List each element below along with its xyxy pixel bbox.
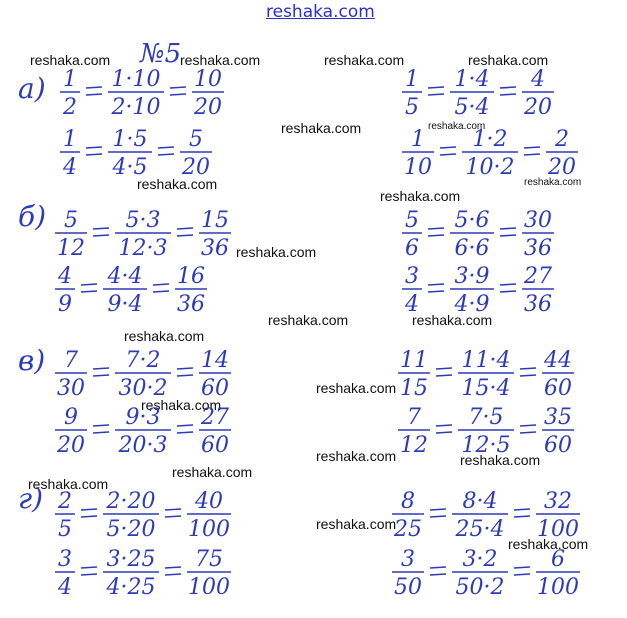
denominator: 100 <box>537 575 579 600</box>
equation <box>402 127 578 180</box>
numerator: 3·9 <box>454 264 490 289</box>
watermark: reshaka.com <box>124 328 205 344</box>
fraction-original <box>392 489 424 542</box>
denominator: 60 <box>544 376 572 401</box>
denominator: 2·10 <box>111 95 161 120</box>
equals-sign <box>81 509 97 517</box>
numerator: 5 <box>405 208 419 233</box>
fraction-result <box>192 67 224 120</box>
numerator: 1·2 <box>472 127 508 152</box>
numerator: 35 <box>544 405 572 430</box>
denominator: 20 <box>548 155 576 180</box>
fraction-expanded <box>450 67 494 120</box>
equals-sign <box>514 567 530 575</box>
equation <box>60 127 212 180</box>
equation <box>392 489 580 542</box>
numerator: 1 <box>63 67 77 92</box>
fraction-original <box>398 405 430 458</box>
denominator: 2 <box>63 95 77 120</box>
equals-sign <box>524 147 540 155</box>
equals-sign <box>440 147 456 155</box>
fraction-expanded <box>103 489 159 542</box>
watermark: reshaka.com <box>324 52 405 68</box>
equals-sign <box>428 284 444 292</box>
numerator: 10 <box>194 67 222 92</box>
watermark: reshaka.com <box>468 52 549 68</box>
denominator: 100 <box>188 517 230 542</box>
fraction-result <box>542 405 574 458</box>
numerator: 2·20 <box>106 489 156 514</box>
numerator: 3 <box>405 264 419 289</box>
denominator: 5 <box>58 517 72 542</box>
fraction-original <box>55 264 75 317</box>
watermark: reshaka.com <box>137 176 218 192</box>
fraction-expanded <box>458 348 514 401</box>
fraction-result <box>522 67 554 120</box>
denominator: 36 <box>524 236 552 261</box>
equation <box>55 547 231 600</box>
equation <box>392 547 580 600</box>
watermark: reshaka.com <box>141 397 222 413</box>
fraction-original <box>55 489 75 542</box>
numerator: 8·4 <box>462 489 498 514</box>
fraction-original <box>55 547 75 600</box>
denominator: 4·5 <box>112 155 148 180</box>
numerator: 3·25 <box>106 547 156 572</box>
denominator: 5·20 <box>106 517 156 542</box>
equals-sign <box>86 87 102 95</box>
equals-sign <box>428 228 444 236</box>
equals-sign <box>158 147 174 155</box>
fraction-expanded <box>452 547 508 600</box>
equation <box>402 67 554 120</box>
site-link[interactable]: reshaka.com <box>266 2 375 22</box>
fraction-result <box>522 264 554 317</box>
fraction-expanded <box>450 208 494 261</box>
fraction-result <box>175 264 207 317</box>
numerator: 5·6 <box>454 208 490 233</box>
watermark: reshaka.com <box>268 312 349 328</box>
watermark: reshaka.com <box>508 536 589 552</box>
fraction-result <box>536 547 580 600</box>
numerator: 5·3 <box>125 208 161 233</box>
fraction-original <box>402 208 422 261</box>
denominator: 50·2 <box>455 575 505 600</box>
denominator: 60 <box>201 376 229 401</box>
denominator: 20 <box>182 155 210 180</box>
equals-sign <box>520 425 536 433</box>
fraction-expanded <box>450 264 494 317</box>
watermark: reshaka.com <box>428 121 486 132</box>
numerator: 27 <box>524 264 552 289</box>
fraction-result <box>522 208 554 261</box>
numerator: 9 <box>64 405 78 430</box>
equation <box>402 264 554 317</box>
numerator: 44 <box>544 348 572 373</box>
denominator: 36 <box>524 292 552 317</box>
fraction-expanded <box>108 127 152 180</box>
fraction-result <box>536 489 580 542</box>
equals-sign <box>500 284 516 292</box>
denominator: 60 <box>544 433 572 458</box>
denominator: 20·3 <box>118 433 168 458</box>
denominator: 9 <box>58 292 72 317</box>
equation <box>60 67 224 120</box>
fraction-result <box>546 127 578 180</box>
numerator: 9·3 <box>125 405 161 430</box>
denominator: 4 <box>58 575 72 600</box>
denominator: 12 <box>57 236 85 261</box>
denominator: 30·2 <box>118 376 168 401</box>
numerator: 1 <box>405 67 419 92</box>
fraction-original <box>398 348 430 401</box>
denominator: 50 <box>394 575 422 600</box>
denominator: 20 <box>194 95 222 120</box>
numerator: 1 <box>63 127 77 152</box>
watermark: reshaka.com <box>412 312 493 328</box>
denominator: 4·25 <box>106 575 156 600</box>
equals-sign <box>436 368 452 376</box>
numerator: 16 <box>177 264 205 289</box>
fraction-result <box>187 489 231 542</box>
fraction-result <box>199 348 231 401</box>
denominator: 6·6 <box>454 236 490 261</box>
equals-sign <box>81 567 97 575</box>
denominator: 4 <box>63 155 77 180</box>
numerator: 7·5 <box>468 405 504 430</box>
numerator: 2 <box>555 127 569 152</box>
denominator: 30 <box>57 376 85 401</box>
numerator: 5 <box>64 208 78 233</box>
section-label: в) <box>18 344 46 377</box>
numerator: 75 <box>195 547 223 572</box>
fraction-expanded <box>108 67 164 120</box>
denominator: 100 <box>188 575 230 600</box>
watermark: reshaka.com <box>180 52 261 68</box>
fraction-result <box>199 405 231 458</box>
equation <box>55 348 231 401</box>
fraction-expanded <box>458 405 514 458</box>
denominator: 9·4 <box>107 292 143 317</box>
denominator: 20 <box>524 95 552 120</box>
numerator: 11·4 <box>461 348 511 373</box>
fraction-original <box>402 67 422 120</box>
fraction-expanded <box>115 208 171 261</box>
fraction-result <box>199 208 231 261</box>
equals-sign <box>170 87 186 95</box>
numerator: 2 <box>58 489 72 514</box>
equals-sign <box>500 228 516 236</box>
equation <box>398 405 574 458</box>
denominator: 36 <box>177 292 205 317</box>
fraction-expanded <box>103 264 147 317</box>
denominator: 100 <box>537 517 579 542</box>
watermark: reshaka.com <box>524 177 582 188</box>
fraction-original <box>55 208 87 261</box>
numerator: 7 <box>407 405 421 430</box>
watermark: reshaka.com <box>28 476 109 492</box>
fraction-expanded <box>115 348 171 401</box>
equals-sign <box>430 509 446 517</box>
numerator: 4·4 <box>107 264 143 289</box>
fraction-result <box>187 547 231 600</box>
equals-sign <box>165 567 181 575</box>
denominator: 25·4 <box>455 517 505 542</box>
equals-sign <box>514 509 530 517</box>
numerator: 32 <box>544 489 572 514</box>
numerator: 15 <box>201 208 229 233</box>
denominator: 25 <box>394 517 422 542</box>
denominator: 12 <box>400 433 428 458</box>
equals-sign <box>430 567 446 575</box>
numerator: 8 <box>401 489 415 514</box>
denominator: 10 <box>404 155 432 180</box>
fraction-original <box>402 127 434 180</box>
fraction-result <box>542 348 574 401</box>
numerator: 7·2 <box>125 348 161 373</box>
fraction-original <box>55 405 87 458</box>
numerator: 30 <box>524 208 552 233</box>
denominator: 10·2 <box>465 155 515 180</box>
equals-sign <box>436 425 452 433</box>
fraction-original <box>60 67 80 120</box>
equation <box>55 264 207 317</box>
denominator: 4·9 <box>454 292 490 317</box>
equals-sign <box>86 147 102 155</box>
numerator: 1·10 <box>111 67 161 92</box>
numerator: 3 <box>401 547 415 572</box>
denominator: 5·4 <box>454 95 490 120</box>
fraction-original <box>392 547 424 600</box>
numerator: 1·5 <box>112 127 148 152</box>
numerator: 4 <box>531 67 545 92</box>
equals-sign <box>153 284 169 292</box>
equation <box>55 489 231 542</box>
denominator: 12·5 <box>461 433 511 458</box>
equals-sign <box>93 425 109 433</box>
denominator: 4 <box>405 292 419 317</box>
denominator: 15 <box>400 376 428 401</box>
watermark: reshaka.com <box>236 244 317 260</box>
fraction-expanded <box>462 127 518 180</box>
denominator: 20 <box>57 433 85 458</box>
denominator: 5 <box>405 95 419 120</box>
equals-sign <box>81 284 97 292</box>
numerator: 5 <box>189 127 203 152</box>
equals-sign <box>93 228 109 236</box>
fraction-expanded <box>115 405 171 458</box>
watermark: reshaka.com <box>316 448 397 464</box>
numerator: 4 <box>58 264 72 289</box>
fraction-original <box>402 264 422 317</box>
watermark: reshaka.com <box>380 188 461 204</box>
section-label: г) <box>18 482 44 515</box>
watermark: reshaka.com <box>30 52 111 68</box>
equation <box>55 405 231 458</box>
numerator: 3 <box>58 547 72 572</box>
fraction-expanded <box>103 547 159 600</box>
numerator: 11 <box>400 348 428 373</box>
numerator: 40 <box>195 489 223 514</box>
denominator: 60 <box>201 433 229 458</box>
fraction-original <box>55 348 87 401</box>
equals-sign <box>93 368 109 376</box>
watermark: reshaka.com <box>460 452 541 468</box>
watermark: reshaka.com <box>316 380 397 396</box>
equation <box>398 348 574 401</box>
denominator: 12·3 <box>118 236 168 261</box>
fraction-result <box>180 127 212 180</box>
denominator: 36 <box>201 236 229 261</box>
numerator: 7 <box>64 348 78 373</box>
equals-sign <box>177 368 193 376</box>
section-label: а) <box>18 72 46 105</box>
equals-sign <box>177 228 193 236</box>
equation <box>402 208 554 261</box>
numerator: 1·4 <box>454 67 490 92</box>
equals-sign <box>500 87 516 95</box>
equation <box>55 208 231 261</box>
watermark: reshaka.com <box>172 464 253 480</box>
section-label: б) <box>18 200 47 233</box>
watermark: reshaka.com <box>316 516 397 532</box>
fraction-original <box>60 127 80 180</box>
equals-sign <box>165 509 181 517</box>
equals-sign <box>428 87 444 95</box>
numerator: 14 <box>201 348 229 373</box>
denominator: 6 <box>405 236 419 261</box>
numerator: 1 <box>411 127 425 152</box>
fraction-expanded <box>452 489 508 542</box>
watermark: reshaka.com <box>281 120 362 136</box>
denominator: 15·4 <box>461 376 511 401</box>
numerator: 6 <box>551 547 565 572</box>
numerator: 27 <box>201 405 229 430</box>
task-number: №5 <box>140 39 182 69</box>
numerator: 3·2 <box>462 547 498 572</box>
equals-sign <box>520 368 536 376</box>
equals-sign <box>177 425 193 433</box>
